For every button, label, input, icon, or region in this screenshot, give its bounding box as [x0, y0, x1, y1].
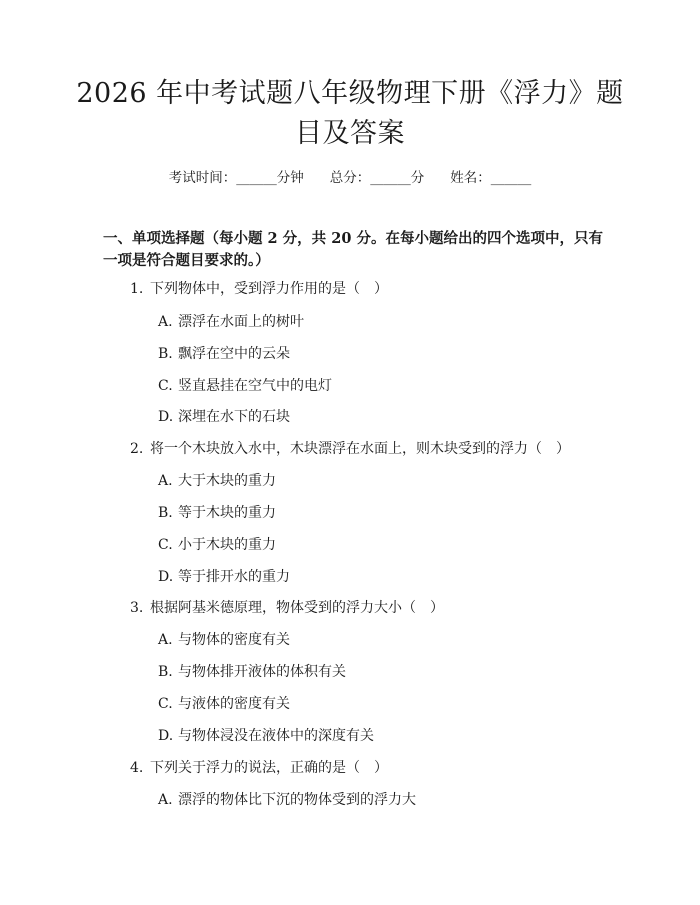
question-stem: 将一个木块放入水中，木块漂浮在水面上，则木块受到的浮力（ ）	[150, 441, 570, 457]
question-stem: 根据阿基米德原理，物体受到的浮力大小（ ）	[150, 600, 444, 616]
question-number: 1.	[130, 281, 144, 297]
option-text: 竖直悬挂在空气中的电灯	[178, 378, 332, 394]
option-text: 漂浮的物体比下沉的物体受到的浮力大	[178, 792, 416, 808]
option-3c	[158, 694, 290, 714]
option-text: 与物体的密度有关	[178, 632, 290, 648]
option-2b	[158, 503, 276, 523]
option-text: 与物体排开液体的体积有关	[178, 664, 346, 680]
question-stem: 下列关于浮力的说法，正确的是（ ）	[150, 760, 388, 776]
option-text: 小于木块的重力	[178, 537, 276, 553]
option-1a	[158, 312, 304, 332]
question-number: 2.	[130, 441, 144, 457]
option-text: 等于木块的重力	[178, 505, 276, 521]
option-4a	[158, 790, 416, 810]
option-letter: D.	[158, 409, 174, 425]
question-2	[130, 439, 570, 459]
option-text: 飘浮在空中的云朵	[178, 346, 290, 362]
question-3	[130, 598, 444, 618]
option-2a	[158, 471, 276, 491]
option-text: 漂浮在水面上的树叶	[178, 314, 304, 330]
option-letter: C.	[158, 537, 173, 553]
option-3a	[158, 630, 290, 650]
option-1d	[158, 407, 290, 427]
option-letter: A.	[158, 632, 173, 648]
option-letter: B.	[158, 505, 173, 521]
question-stem: 下列物体中，受到浮力作用的是（ ）	[150, 281, 388, 297]
option-letter: A.	[158, 314, 173, 330]
option-3d	[158, 726, 374, 746]
option-letter: A.	[158, 792, 173, 808]
option-letter: A.	[158, 473, 173, 489]
option-letter: C.	[158, 696, 173, 712]
option-2d	[158, 567, 290, 587]
option-letter: C.	[158, 378, 173, 394]
option-2c	[158, 535, 276, 555]
question-4	[130, 758, 388, 778]
question-number: 4.	[130, 760, 144, 776]
question-number: 3.	[130, 600, 144, 616]
option-text: 与液体的密度有关	[178, 696, 290, 712]
option-1c	[158, 376, 332, 396]
student-name-field: 姓名：______	[450, 170, 532, 186]
option-text: 与物体浸没在液体中的深度有关	[178, 728, 374, 744]
option-letter: B.	[158, 664, 173, 680]
option-1b	[158, 344, 290, 364]
document-title	[60, 74, 640, 154]
option-text: 深埋在水下的石块	[178, 409, 290, 425]
section-heading-single-choice: 一、单项选择题（每小题 2 分，共 20 分。在每小题给出的四个选项中，只有一项是符合题目要求的。）	[103, 230, 603, 269]
question-1	[130, 279, 388, 299]
option-letter: D.	[158, 728, 174, 744]
title-line-2: 目及答案	[295, 118, 405, 149]
option-letter: D.	[158, 569, 174, 585]
option-text: 大于木块的重力	[178, 473, 276, 489]
total-score-field: 总分：______分	[329, 170, 425, 186]
option-3b	[158, 662, 346, 682]
exam-time-field: 考试时间：______分钟	[168, 170, 304, 186]
exam-meta-line	[0, 168, 700, 188]
option-letter: B.	[158, 346, 173, 362]
title-line-1: 2026 年中考试题八年级物理下册《浮力》题	[76, 78, 624, 109]
option-text: 等于排开水的重力	[178, 569, 290, 585]
